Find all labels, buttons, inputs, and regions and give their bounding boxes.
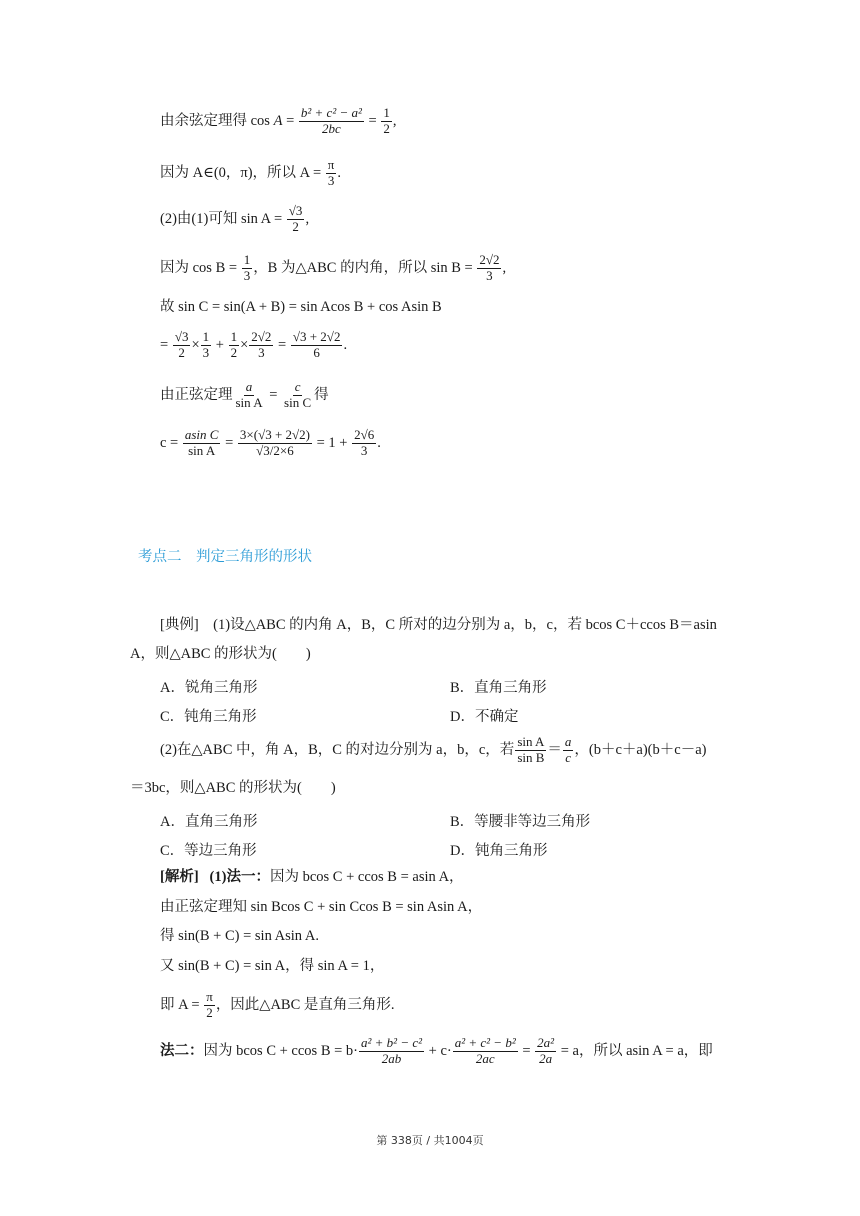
fraction — [282, 380, 313, 411]
text: (2)在△ABC 中，角 A，B，C 的对边分别为 a，b，c，若 — [160, 741, 515, 758]
numerator: a — [245, 379, 253, 394]
denominator: 2 — [292, 218, 299, 234]
method-label: 法二： — [160, 1042, 204, 1059]
numerator: a² + b² − c² — [361, 1035, 423, 1050]
text: = — [221, 434, 237, 451]
option-c-2: C．等边三角形 — [160, 843, 257, 859]
fraction — [359, 1036, 424, 1067]
solution-line-7 — [160, 380, 329, 411]
option-b-2: B．等腰非等边三角形 — [450, 814, 591, 830]
analysis-line-6 — [160, 1036, 713, 1067]
text: ，(b＋c＋a)(b＋c－a) — [574, 741, 707, 758]
text: 即 A = — [160, 996, 204, 1013]
numerator: a² + c² − b² — [454, 1035, 516, 1050]
denominator: 3 — [327, 172, 335, 188]
example-p2-line1 — [160, 735, 706, 766]
solution-line-1 — [160, 106, 396, 137]
text: , — [305, 210, 310, 227]
section-heading: 考点二 判定三角形的形状 — [138, 549, 312, 565]
example-p1-line1: [典例] (1)设△ABC 的内角 A，B，C 所对的边分别为 a，b，c，若 bcos C＋ccos B＝asin — [160, 617, 717, 633]
text: = — [518, 1042, 535, 1059]
denominator: sin A — [235, 394, 263, 410]
numerator: sin A — [517, 734, 545, 749]
text: . — [337, 164, 341, 181]
text: = — [364, 112, 381, 129]
fraction — [201, 330, 212, 361]
denominator: 2a — [539, 1050, 553, 1066]
denominator: 2bc — [321, 120, 341, 136]
denominator: sin A — [188, 442, 216, 458]
numerator: 2√2 — [251, 329, 272, 344]
numerator: c — [294, 379, 301, 394]
text: (2)由(1)可知 sin A = — [160, 210, 286, 227]
page-footer: 第 338页 / 共1004页 — [376, 1134, 484, 1147]
text: + c· — [425, 1042, 452, 1059]
text: , — [502, 259, 507, 276]
text: 由余弦定理得 cos — [160, 112, 270, 129]
fraction — [352, 428, 376, 459]
numerator: b² + c² − a² — [300, 105, 362, 120]
denominator: 2 — [206, 1004, 213, 1020]
numerator: 3×(√3 + 2√2) — [239, 427, 310, 442]
analysis-line-1 — [160, 869, 464, 886]
fraction — [299, 106, 364, 137]
text: = — [282, 112, 298, 129]
fraction — [242, 253, 253, 284]
method-label: (1)法一： — [209, 869, 270, 885]
solution-line-8 — [160, 428, 381, 459]
denominator: c — [565, 749, 572, 765]
text: , — [392, 112, 397, 129]
option-b: B．直角三角形 — [450, 680, 547, 696]
option-d: D．不确定 — [450, 709, 519, 725]
denominator: 6 — [313, 344, 320, 360]
text: = 1 + — [313, 434, 352, 451]
solution-line-6 — [160, 330, 347, 361]
numerator: π — [327, 157, 335, 172]
fraction — [287, 204, 305, 235]
text: × — [191, 336, 200, 353]
fraction — [249, 330, 273, 361]
numerator: √3 — [288, 203, 303, 218]
denominator: 2 — [230, 344, 238, 360]
fraction — [453, 1036, 518, 1067]
text: 因为 bcos C + ccos B = asin A， — [269, 869, 464, 885]
fraction — [234, 380, 265, 411]
text: × — [240, 336, 249, 353]
text: = — [265, 386, 282, 403]
option-c: C．钝角三角形 — [160, 709, 257, 725]
fraction — [515, 735, 546, 766]
numerator: 2√6 — [354, 427, 375, 442]
text: 故 sin C = sin(A + B) = sin Acos B + cos Asin B — [160, 299, 442, 315]
numerator: π — [206, 989, 213, 1004]
text: ，B 为△ABC 的内角，所以 sin B = — [253, 259, 477, 276]
option-a-2: A．直角三角形 — [160, 814, 258, 830]
denominator: √3/2×6 — [256, 442, 294, 458]
numerator: 2a² — [537, 1035, 555, 1050]
denominator: 3 — [258, 344, 265, 360]
text: 因为 bcos C + ccos B = b· — [203, 1042, 358, 1059]
analysis-line-2: 由正弦定理知 sin Bcos C + sin Ccos B = sin Asin A， — [160, 899, 483, 915]
fraction — [229, 330, 240, 361]
analysis-label: [解析] — [160, 869, 199, 885]
denominator: 2ab — [381, 1050, 402, 1066]
text: c = — [160, 434, 182, 451]
fraction — [381, 106, 392, 137]
denominator: 2ac — [475, 1050, 495, 1066]
analysis-line-3: 得 sin(B + C) = sin Asin A. — [160, 928, 319, 944]
text: = — [274, 336, 290, 353]
denominator: 3 — [243, 267, 251, 283]
numerator: √3 + 2√2 — [292, 329, 341, 344]
solution-line-3 — [160, 204, 309, 235]
text: 因为 cos B = — [160, 259, 241, 276]
analysis-line-5 — [160, 990, 395, 1021]
option-d-2: D．钝角三角形 — [450, 843, 548, 859]
fraction — [204, 990, 215, 1021]
solution-line-4 — [160, 253, 506, 284]
fraction — [238, 428, 312, 459]
denominator: 3 — [202, 344, 210, 360]
option-a: A．锐角三角形 — [160, 680, 258, 696]
fraction — [535, 1036, 556, 1067]
analysis-line-4: 又 sin(B + C) = sin A，得 sin A = 1， — [160, 958, 385, 974]
numerator: 1 — [202, 329, 210, 344]
fraction — [477, 253, 501, 284]
numerator: 1 — [383, 105, 390, 120]
solution-line-5 — [160, 299, 442, 316]
solution-line-2 — [160, 158, 341, 189]
denominator: 3 — [360, 442, 368, 458]
numerator: a — [564, 734, 572, 749]
denominator: sin C — [284, 394, 312, 410]
numerator: 1 — [230, 329, 238, 344]
example-p1-line2: A，则△ABC 的形状为( ) — [130, 646, 311, 662]
text: ，因此△ABC 是直角三角形. — [215, 996, 395, 1013]
denominator: 2 — [383, 120, 390, 136]
numerator: √3 — [174, 329, 189, 344]
fraction — [563, 735, 574, 766]
fraction — [173, 330, 191, 361]
example-p2-line2: ＝3bc，则△ABC 的形状为( ) — [130, 780, 336, 796]
text: 由正弦定理 — [160, 386, 233, 403]
text: = — [160, 336, 172, 353]
text: . — [343, 336, 348, 353]
numerator: 1 — [243, 252, 251, 267]
text: = a，所以 asin A = a，即 — [557, 1042, 713, 1059]
numerator: asin C — [184, 427, 219, 442]
text: 得 — [314, 386, 329, 403]
text: . — [377, 434, 381, 451]
denominator: 2 — [178, 344, 185, 360]
text: + — [212, 336, 228, 353]
variable: A — [273, 112, 283, 129]
denominator: 3 — [486, 267, 493, 283]
fraction — [326, 158, 337, 189]
denominator: sin B — [517, 749, 545, 765]
fraction — [291, 330, 343, 361]
text: ＝ — [547, 741, 562, 758]
fraction — [183, 428, 221, 459]
text: 因为 A∈(0，π)，所以 A = — [160, 164, 325, 181]
numerator: 2√2 — [479, 252, 500, 267]
